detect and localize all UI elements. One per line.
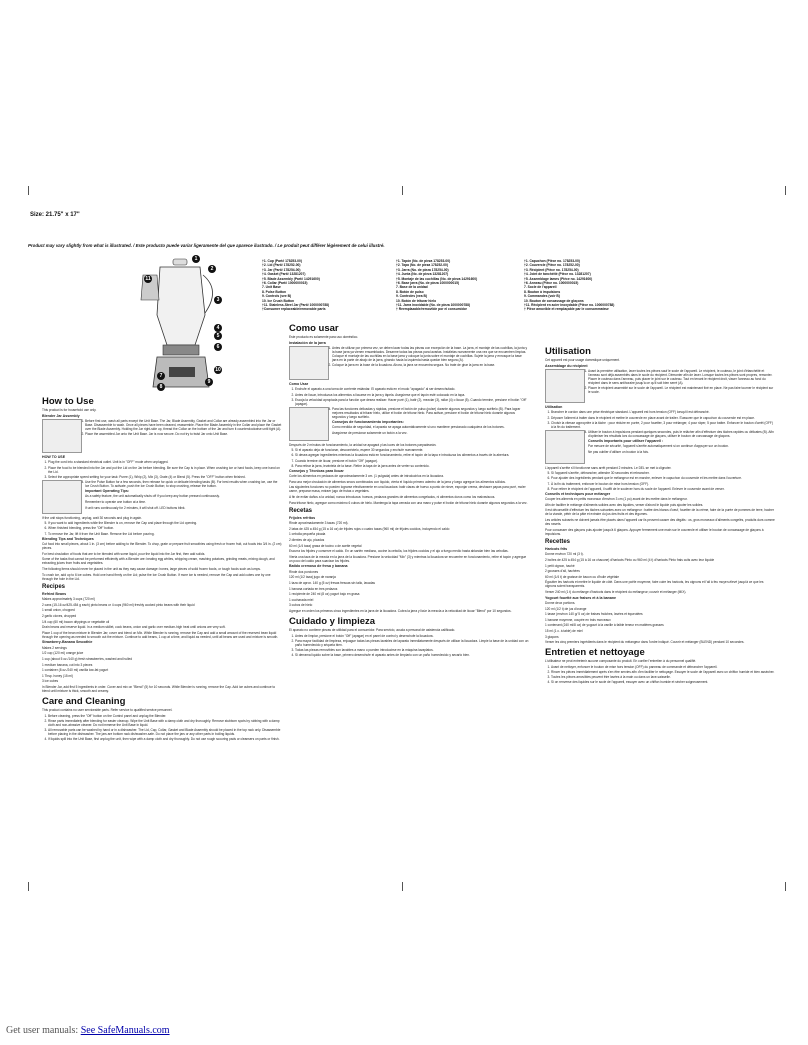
step: 1. Avant de nettoyer, enfoncer le bouton de mise hors tension (OFF) du panneau de commande et débrancher l'appareil. xyxy=(551,665,775,669)
step: 3. Toutes les pièces amovibles peuvent être lavées à la main ou dans un lave-vaisselle. xyxy=(551,675,775,679)
care-heading: Care and Cleaning xyxy=(42,696,126,708)
parts-list-french xyxy=(524,259,614,312)
intro: Este producto es solamente para uso doméstico. xyxy=(289,335,359,339)
part-item: †5. Montaje de las cuchillas (No. de pieza 14291600) xyxy=(396,276,478,281)
step: 3. Todas las piezas removibles son lavables a mano o pueden introducirse en la máquina lavaplatos. xyxy=(295,648,529,652)
safemanuals-link[interactable]: See SafeManuals.com xyxy=(80,1025,170,1036)
recipe-line: 3 glaçons xyxy=(545,634,559,639)
step: 7. To remove the Jar, lift it from the Unit Base. Remove the Lid before pouring. xyxy=(48,532,282,536)
step: 1. Antes de limpiar, presione el botón "Off" (apagar) en el panel de control y desenchufe la licuadora. xyxy=(295,634,529,638)
tip: Some of the tasks that cannot be performed efficiently with a Blender are: beating egg whites, whipping cream, mashing potatoes, grinding meats, mixing dough, and extracting juices from fruits and vegetables. xyxy=(42,557,275,566)
step: 6. When finished blending, press the "Off" button. xyxy=(48,526,282,530)
recipe-line: 120 ml (1/2 t) de jus d'orange xyxy=(545,606,587,611)
recipe-line: 1 recipiente de 240 ml (8 oz) yogurt bajo en grasa xyxy=(289,592,360,597)
recipe-line: 1 banana cortada en tres pedazos xyxy=(289,586,338,591)
part-item: †1. Cup (Part# 178253-00) xyxy=(262,259,302,263)
callout-3: 3 xyxy=(214,296,222,304)
part-item: †2. Lid (Part# 178252-00) xyxy=(262,263,301,268)
intro: This product is for household use only. xyxy=(42,408,97,412)
recipe-line: 1 cup (about 5 oz./140 g) fresh strawberries, washed and hulled xyxy=(42,657,133,662)
step: 2. Place the assembled Jar onto the Unit Base. Jar is now secure. Do not try to twist Jar onto Unit Base. xyxy=(48,432,282,436)
section-heading: Instalación de la jarra xyxy=(289,340,326,345)
callout-7: 7 xyxy=(157,372,165,380)
step: 1. Plug the cord into a standard electrical outlet. Unit is in "OFF" mode when unplugged. xyxy=(48,460,282,464)
recipe-line: 2 garlic cloves, chopped xyxy=(42,614,77,618)
tip: Il est déconseillé d'effectuer les tâches suivantes avec un mélangeur : battre des blancs d'oeuf, fouetter de la crème, faire de la purée de pommes de terre, hacher de la viande, pétrir de la pâte et extraire du jus des fruits et des légumes. xyxy=(545,508,775,517)
step: 8. Para retirar la jarra, levántela de la base. Retire la tapa de la jarra antes de verter su contenido. xyxy=(295,464,529,468)
tip: Remember to operate one button at a time. xyxy=(85,499,146,504)
intro: Cet appareil est pour usage domestique uniquement. xyxy=(545,358,620,362)
part-item: † Pièce amovible et remplaçable par le consommateur xyxy=(524,307,609,312)
tip: Después de 2 minutos de funcionamiento, la unidad se apagará y las luces de los botones parpadearán. xyxy=(289,442,437,447)
recipe-title: Batido cremoso de fresa y banana xyxy=(289,564,348,569)
controls-image xyxy=(289,407,329,441)
recipe-line: Makes 2 servings xyxy=(42,645,67,650)
care-intro: L'utilisateur ne peut entretenir aucune composante du produit. En confier l'entretien à du personnel qualifié. xyxy=(545,659,697,664)
parts-list-spanish xyxy=(396,259,477,312)
step: 4. Si derrama líquido sobre la base, primero desenchufe el aparato antes de limpiarlo con un paño humedecido y secarlo bien. xyxy=(295,653,529,657)
footer-prefix: Get user manuals: xyxy=(6,1025,81,1036)
step: 3. Select the appropriate speed setting for your task: Puree (1), Whip (2), Mix (3), Grate (4) or Blend (5). Press the "OFF" button when finished. xyxy=(48,475,282,479)
product-note: Product may vary slightly from what is illustrated. / Este producto puede variar ligeramente del que aparece ilustrado. / Le produit peut différer légèrement de celui illustré. xyxy=(28,243,385,248)
part-item: †2. Couvercle (Pièce no. 178252-00) xyxy=(524,263,580,268)
recipe-line: 3 ice cubes xyxy=(42,679,59,684)
part-item: 7. Socle de l'appareil xyxy=(524,285,557,290)
jar-assembly-image xyxy=(289,346,329,380)
recipe-title: Haricots frits xyxy=(545,546,568,551)
jar-assembly-image xyxy=(545,369,585,403)
part-item: †2. Tapa (No. de pieza 178252-00) xyxy=(396,263,448,268)
callout-1: 1 xyxy=(192,255,200,263)
step: 5. Si el aparato deja de funcionar, desconéctelo, espere 30 segundos y enchufe nuevamente. xyxy=(295,448,529,452)
recipe-line: Rinde aproximadamente 3 tazas (720 ml). xyxy=(289,521,349,526)
section-heading: Conseils importants pour utiliser l'appareil : xyxy=(588,438,664,443)
step: 2. Placer le récipient assemblé sur le socle de l'appareil. Le récipient est maintenant fixé en place. Ne pas faire tourner le récipient sur le socle. xyxy=(551,386,775,394)
recipe-line: Verser 240 ml (1 t) du mélange d'haricots dans le récipient du mélangeur; couvrir et mélanger (MIX). xyxy=(545,589,687,594)
recipe-line: 2 latas de 425 a 454 g (15 a 16 oz) de frijoles rojos o cuatro tazas (960 ml) de frijoles cocidos, incluyendo el caldo xyxy=(289,526,450,531)
step: 1. Before first use, wash all parts except the Unit Base. The Jar, Blade Assembly, Gasket and Collar are already assembled into the Jar or Base. Disassemble to wash. Once all pieces have been cleaned, reassemble. Place the Blade Assembly in the Collar and place the Gasket over the Blade Assembly. Holding the Jar right-side up, thread the Collar on the bottom of the Jar and turn it counterclockwise until tight (A). xyxy=(48,419,282,431)
tip: As a safety feature, the unit automatically shuts off if you keep any button pressed continuously. xyxy=(85,494,220,499)
part-item: †6. Base jarra (No. de pieza 1000000015) xyxy=(396,281,460,286)
step: 2. Rincer les pièces immédiatement après s'en être servies afin d'en faciliter le nettoyage. Essuyer le socle de l'appareil avec un chiffon humide et bien assécher. xyxy=(551,670,775,674)
part-item: 7. Base de la unidad xyxy=(396,285,428,290)
section-heading: Blending Tips and Techniques xyxy=(42,536,94,541)
recipe-line: Place 1 cup of the bean mixture in Blender Jar; cover and blend on Mix. While Blender is running, remove the Cap and add a small amount of the reserved bean liquid through the opening as needed to smooth out the mixture. Continue to add beans, 1 cup at a time, and liquid as needed, until all beans are used and mixture is smooth. xyxy=(42,630,279,639)
step: 1. Brancher le cordon dans une prise électrique standard. L'appareil est hors tension (OFF) lorsqu'il est débranché. xyxy=(551,410,775,414)
step: 2. Coloque la jarra en la base de la licuadora. Ahora, la jarra se encuentra segura. No trate de girar la jarra en la base. xyxy=(295,363,529,367)
step: 2. Place the food to be blended into the Jar and put the Lid on the Jar before blending. Be sure the Cap is in place. When crushing ice or hard foods, keep one hand on the Lid. xyxy=(48,466,282,474)
registration-mark xyxy=(785,186,795,195)
french-column xyxy=(545,343,775,875)
english-column xyxy=(42,393,282,873)
part-item: †1. Capuchon (Pièce no. 178253-00) xyxy=(524,259,580,263)
part-item: †1. Tapón (No. de pieza 178253-00) xyxy=(396,259,451,263)
recipe-title: Frijoles refritos xyxy=(289,515,316,520)
tip: L'appareil s'arrête s'il fonctionne sans arrêt pendant 2 minutes. Le DEL se met à clignoter. xyxy=(545,465,672,470)
tip: Ne pas oublier d'utiliser un bouton à la fois. xyxy=(588,449,649,454)
recipe-line: Agregue en orden los primeros cinco ingredientes en la jarra de la licuadora. Cubra la jarra y licúe la mezcla a la velocidad de licuar "Blend" por 10 segundos. xyxy=(289,608,512,613)
section-heading: Consejos y Técnicas para licuar xyxy=(289,468,344,473)
part-item: 8. Bouton à impulsions xyxy=(524,289,561,294)
care-intro: El aparato no contiene piezas de utilidad para el consumidor. Para servicio, acuda a personal de asistencia calificado. xyxy=(289,628,456,633)
recipe-line: 2 boîtes de 425 à 454 g (15 à 16 oz chacune) d'haricots Pinto ou 960 ml (4 t) d'haricots Pinto frais cuits avec leur liquide xyxy=(545,557,715,562)
part-item: †11. Jarra inoxidable (No. de pieza 1000000788) xyxy=(396,303,471,308)
french-title: Utilisation xyxy=(545,346,591,357)
section-heading: HOW TO USE xyxy=(42,455,66,459)
step: 4. Para las funciones delicadas y rápidas, presione el botón de pulso (pulse) durante algunos segundos y luego suéltelo (B). Para lograr mejores resultados al triturar hielo, utilice el botón de triturar hielo. Para activar, presione el botón de triturar hielo durante algunos segundos y luego suéltelo. xyxy=(295,407,529,419)
registration-mark xyxy=(28,186,38,195)
step: 2. Déposer l'aliment à traiter dans le récipient et mettre le couvercle en place avant de traiter. S'assurer que le capuchon du couvercle est en place. xyxy=(551,416,775,420)
callout-11: 11 xyxy=(145,276,151,282)
step: 2. Para mayor facilidad de limpieza, enjuague todas las piezas lavables del aparato inmediatamente después de utilizar la licuadora. Limpie la base de la unidad con un paño humedecido y séquela bien. xyxy=(295,639,529,647)
tip: Par mesure de sécurité, l'appareil s'arrête automatiquement si on continue d'appuyer sur un bouton. xyxy=(588,444,729,449)
section-heading: Consejos de funcionamiento importantes: xyxy=(332,420,404,425)
controls-image xyxy=(42,480,82,514)
tip: Asegúrese de presionar solamente un botón a la vez. xyxy=(332,431,408,436)
part-item: 10. Ice Crush Button xyxy=(262,298,295,303)
part-item: †5. Blade Assembly (Part# 14291600) xyxy=(262,276,320,281)
recipe-line: Vierta una taza de la mezcla en la jarra de la licuadora. Presione la velocidad "Mix" (3) y mientras la licuadora se encuentre en funcionamiento, retire el tapón y agregue un poco del caldo para suavizar los frijoles. xyxy=(289,554,527,563)
recipe-line: 2 cans (15-16 oz/425-454 g each) pinto beans or 4 cups (960 ml) freshly cooked pinto beans with their liquid xyxy=(42,602,195,607)
part-item: †5. Assemblage lames (Pièce no. 14291600) xyxy=(524,276,593,281)
tip: Cut food into small pieces, about 1 in. (3 cm) before adding to the Blender. To chop, grate or prepare fruit smoothies using fresh or frozen fruit, cut foods into 3/4 in. (2 cm) pieces. xyxy=(42,542,282,551)
callout-5: 5 xyxy=(214,332,222,340)
recipe-line: Drain beans and reserve liquid. In a medium skillet, cook beans, onion and garlic over medium-high heat until onions are very soft. xyxy=(42,625,226,630)
recipe-line: 60 ml (1/4 t) de graisse de bacon ou d'huile végétale xyxy=(545,574,619,579)
care-intro: This product contains no user serviceable parts. Refer service to qualified service personnel. xyxy=(42,708,173,713)
step: 4. Use the Pulse Button for a few seconds, then release for quick or delicate blending tasks (B). For best results when crushing ice, use the Ice Crush Button. To activate, push the Ice Crush Button; to stop crushing, release the button. xyxy=(48,480,282,488)
part-item: †3. Jar (Part# 178254-00) xyxy=(262,267,301,272)
step: 1. Enchufe el aparato a una toma de corriente estándar. El aparato está en el modo "apagado" al ser desenchufado. xyxy=(295,387,529,391)
spanish-column xyxy=(289,320,529,875)
step: 4. Si on renverse des liquides sur le socle de l'appareil, essuyer avec un chiffon humide et sécher soigneusement. xyxy=(551,680,775,684)
callout-2: 2 xyxy=(208,265,216,273)
tip: For best circulation of foods that are to be blended with some liquid, pour the liquid into the Jar first, then add solids. xyxy=(42,551,206,556)
part-item: 8. Botón de pulso xyxy=(396,289,424,294)
spanish-title: Como usar xyxy=(289,323,339,334)
parts-list-english xyxy=(262,259,329,312)
registration-mark xyxy=(28,882,38,891)
recipe-line: 1 contenant (240 ml/8 oz) de yogourt à la vanille à faible teneur en matières grasses xyxy=(545,623,664,628)
step: 1. Avant la première utilisation, laver toutes les pièces sauf le socle de l'appareil. Le récipient, le couteau, le joint d'étanchéité et l'anneau sont déjà assemblés dans le socle du récipient. Démonter afin de laver. Lorsque toutes les pièces sont propres, remonter. Placer le couteau dans l'anneau, puis placer le joint sur le couteau. Tout en tenant le récipient droit, visser l'anneau au fond du récipient dans le sens antihoraire jusqu'à ce qu'il soit bien serré (A). xyxy=(551,369,775,385)
step: 3. Choisir la vitesse appropriée à la tâche : pour réduire en purée, 2 pour fouetter, 3 pour mélanger, 4 pour râper, 5 pour battre. Enfoncer le bouton d'arrêt (OFF) à la fin du traitement. xyxy=(551,421,775,429)
callout-4: 4 xyxy=(214,324,222,332)
part-item: 8. Pulse Button xyxy=(262,289,286,294)
callout-10: 10 xyxy=(215,367,221,373)
footer xyxy=(6,1025,170,1036)
recipe-line: Donne deux portions. xyxy=(545,600,576,605)
recipe-line: 1 banane moyenne, coupée en trois morceaux xyxy=(545,617,611,622)
step: 2. Antes de licuar, introduzca los alimentos a licuarse en la jarra y tápela. Asegúrese que el tapón esté colocado en la tapa. xyxy=(295,393,529,397)
tip: A fin de evitar daños a la unidad, nunca introduzca: huesos, pedazos grandes de alimentos congelados, ni alimentos duros como los malvaviscos. xyxy=(289,495,496,500)
step: 7. Cuando termine de licuar, presione el botón "Off" (apagar). xyxy=(295,459,529,463)
part-item: 9. Controles (vea B) xyxy=(396,294,427,299)
part-item: †6. Collar (Part# 1000000015) xyxy=(262,281,308,286)
recipe-line: 1 medium banana, cut into 3 pieces xyxy=(42,662,93,667)
part-item: †4. Joint de tanchéité (Pièce no. 13281207) xyxy=(524,272,591,277)
tip: If the unit stops functioning, unplug, wait 30 seconds and plug in again. xyxy=(42,515,142,520)
part-item: 7. Unit Base xyxy=(262,285,281,290)
section-heading: Como Usar xyxy=(289,382,309,386)
tip: Para una mejor circulación de alimentos secos combinados con líquido, vierta el líquido primero adentro de la jarra y luego agregue los alimentos sólidos. xyxy=(289,479,506,484)
registration-mark xyxy=(785,882,795,891)
step: 5. If you want to add ingredients while the Blender is on, remove the Cap and place through the Lid opening. xyxy=(48,521,282,525)
part-item: †3. Jarra (No. de pieza 178254-00) xyxy=(396,267,449,272)
part-item: †4. Gasket (Part# 13281207) xyxy=(262,272,306,277)
recipe-line: In Blender Jar, add first 5 ingredients in order. Cover and mix on "Blend" (5) for 10 seconds. While Blender is running, remove the Cap. Add ice cubes and continue to blend until mixture is thick, smooth and creamy. xyxy=(42,685,276,694)
recipe-title: Refried Beans xyxy=(42,591,67,596)
step: 2. Rinse parts immediately after blending for easier cleanup. Wipe the Unit Base with a damp cloth and dry thoroughly. Remove stubborn spots by rubbing with a damp cloth and non-abrasive cleaner. Do not immerse the Unit Base in liquid. xyxy=(48,719,282,727)
step: 1. Antes de utilizar por primera vez, se deben lavar todas las piezas con excepción de la base. La jarra, el montaje de las cuchillas, la junta y la base jarra ya vienen ensamblados. Desarme todas las piezas para lavarlas. Instálelas nuevamente una vez que se encuentren limpias. Coloque el montaje de las cuchillas en la base jarra y coloque la junta sobre el montaje de cuchillas. Sujete la jarra y enrosque la base jarra en la parte de abajo de la jarra, girando hacia la izquierda hasta quedar bien segura (A). xyxy=(295,346,529,362)
tip: Corte los alimentos en pedazos de aproximadamente 3 cm. (1 pulgada) antes de introducirlos en la licuadora. xyxy=(289,474,444,479)
tip: Pour concasser des glaçons puis ajouter jusqu'à 6 glaçons. Appuyer fermement une main sur le couvercle et utiliser le bouton de concassage de glaçons à impulsions. xyxy=(545,527,764,536)
part-item: 10. Botón de triturar hielo xyxy=(396,298,437,303)
recipe-title: Yogourt fouetté aux fraises et à la banane xyxy=(545,595,617,600)
part-item: †4. Junta (No. de pieza 13281207) xyxy=(396,272,449,277)
tip: Afin de faciliter le mélange d'aliments solides avec des liquides, verser d'abord le liquide puis ajouter les solides. xyxy=(545,502,704,507)
step: 3. All removable parts can be washed by hand or in a dishwasher. The Lid, Cap, Collar, Gasket and Blade Assembly should be placed in the top rack only. Disassemble before placing in the dishwasher. The jars are bottom rack dishwasher-safe. Do not place the jars or any other parts in boiling liquids. xyxy=(48,728,282,736)
recipe-line: 1 Tbsp. honey (15 ml) xyxy=(42,673,73,678)
step: 6. Si desea agregar ingredientes mientras la licuadora está en funcionamiento, retire el tapón de la tapa e introduzca los alimentos a través de la abertura. xyxy=(295,453,529,457)
recipe-line: 1 container (8 oz./240 ml) vanilla low-fat yogurt xyxy=(42,668,109,673)
tip: Para triturar hielo, agregue como máximo 6 cubos de hielo. Mantenga la tapa cerrada con una mano y pulse el botón de triturar hielo durante algunos segundos a la vez. xyxy=(289,500,528,505)
step: 8. Pour retirer le récipient de l'appareil, il suffit de le soulever hors du socle de l'appareil. Enlever le couvercle avant de verser. xyxy=(551,487,775,491)
english-title: How to Use xyxy=(42,396,94,407)
recipe-line: Makes approximately 3 cups (720 ml) xyxy=(42,597,95,602)
step: 3. Escoja la velocidad apropiada para la función que desea realizar: Hacer puré (1), batir (2), mezclar (3), rallar (4) o licuar (5). Cuando termine, presione el botón "Off" (apagar). xyxy=(295,398,529,406)
recipe-line: Escurra los frijoles y conserve el caldo. En un sartén mediano, cocine la cebolla, los frijoles cocidos y el ajo a fuego medio hasta ablandar bien las cebollas. xyxy=(289,549,509,554)
recipe-line: 2 gousses d'ail, hachées xyxy=(545,569,580,574)
recipe-line: 1 small onion, chopped xyxy=(42,608,75,613)
tip: To crush ice, add up to 6 ice cubes. Hold one hand firmly on the Lid; pulse the Ice Crush Button. If more ice is needed, remove the Cap and add cubes one by one through the hole in the Lid. xyxy=(42,572,271,581)
tip: Les articles suivants ne doivent jamais être placés dans l'appareil car ils peuvent causer des dégâts : os, gros morceaux d'aliments congelés, produits durs comme des navets. xyxy=(545,518,775,527)
recipe-line: 1 cucharada miel xyxy=(289,597,314,602)
section-heading: Assemblage du récipient xyxy=(545,363,588,368)
part-item: †6. Anneau (Pièce no. 1000000015) xyxy=(524,281,579,286)
jar-assembly-image xyxy=(42,419,82,453)
part-item: †11. Récipient en acier inoxydable (Pièce no. 1000000788) xyxy=(524,303,615,308)
recipe-line: 1 tasse (environ 140 g/ 5 oz) de fraises fraîches, lavées et équeutées xyxy=(545,612,643,617)
recipe-title: Strawberry-Banana Smoothie xyxy=(42,640,93,645)
recipes-heading: Recipes xyxy=(42,583,66,590)
recipe-line: 1 cebolla pequeña picada xyxy=(289,532,326,537)
recipe-line: 15 ml (1 c. à table) de miel xyxy=(545,628,583,633)
care-heading: Cuidado y limpieza xyxy=(289,616,376,628)
part-item: †Consumer replaceable/removable parts xyxy=(262,307,326,312)
part-item: 9. Controls (see B) xyxy=(262,294,292,299)
recipe-line: 120 ml (1/2 taza) jugo de naranja xyxy=(289,575,336,580)
tip: Como medida de seguridad, el aparato se apaga automáticamente si uno mantiene presionado cualquiera de los botones. xyxy=(332,425,505,430)
section-heading: Blender Jar Assembly xyxy=(42,413,80,418)
recipe-line: 3 cubos de hielo xyxy=(289,603,313,608)
part-item: †11. Stainless-Steel Jar (Part# 1000000788) xyxy=(262,303,330,308)
section-heading: Utilisation xyxy=(545,405,563,409)
step: 5. Si l'appareil s'arrête, débrancher, attendre 30 secondes et rebrancher. xyxy=(551,471,775,475)
recipe-line: 1 taza de aprox. 140 g (5 oz) fresas frescas sin tallo, lavadas xyxy=(289,580,375,585)
step: 1. Before cleaning, press the "Off" button on the Control panel and unplug the Blender. xyxy=(48,714,282,718)
care-heading: Entretien et nettoyage xyxy=(545,647,645,659)
recipe-line: Verser les cinq premiers ingrédients dans le récipient du mélangeur dans l'ordre indiqué. Couvrir et mélanger (BLEND) pendant 10 secondes. xyxy=(545,640,745,645)
recipe-line: Rinde dos porciones xyxy=(289,569,319,574)
part-item: 10. Bouton de concassage de glaçons xyxy=(524,298,584,303)
tip: If unit runs continuously for 2 minutes, it will shut off. LED buttons blink. xyxy=(85,505,186,510)
recipe-line: Égoutter les haricots et mettre le liquide de côté. Dans une poêle moyenne, faire cuire les haricots, les oignons et l'ail à feu moyen-élevé jusqu'à ce que les oignons soient transparents. xyxy=(545,580,764,589)
recipe-line: 60 ml (1/4 taza) grasa de tocino o de aceite vegetal xyxy=(289,543,362,548)
section-heading: Conseils et techniques pour mélanger xyxy=(545,491,611,496)
recipes-heading: Recetas xyxy=(289,507,313,514)
callout-9: 9 xyxy=(205,378,213,386)
tip: Las siguientes funciones no pueden lograrse efectivamente en una licuadora: batir claras de huevo a punto de nieve, esponjar crema, deshacer papas para puré, moler carne, preparar masa, extraer jugo de frutas o vegetales. xyxy=(289,485,526,494)
registration-mark xyxy=(402,882,412,891)
part-item: 9. Commandes (voir B) xyxy=(524,294,560,299)
step: 4. Utiliser le bouton à impulsions pendant quelques secondes, puis le relâcher afin d'effectuer des tâches rapides ou délicates (B). Afin d'optimiser les résultats lors du concassage de glaçons, utiliser le bouton de concassage de glaçons. xyxy=(551,430,775,438)
recipes-heading: Recettes xyxy=(545,538,571,545)
part-item: †3. Récipient (Pièce no. 178254-00) xyxy=(524,267,579,272)
callout-6: 6 xyxy=(214,343,222,351)
step: 7. À la fin du traitement, enfoncer le bouton de mise hors tension (OFF). xyxy=(551,482,775,486)
recipe-line: 1/2 cup (120 ml) orange juice xyxy=(42,651,84,656)
registration-mark xyxy=(402,186,412,195)
callout-8: 8 xyxy=(157,383,165,391)
tip: Couper les aliments en petits morceaux d'environ 3 cm (1 po) avant de les mettre dans le mélangeur. xyxy=(545,497,688,502)
recipe-line: 1 petit oignon, haché xyxy=(545,563,575,568)
sheet-size: Size: 21.75" x 17" xyxy=(30,212,80,218)
controls-image xyxy=(545,430,585,464)
tip: The following items should never be placed in the unit as they may cause damage: bones, large pieces of solid frozen foods, or tough foods such as lumps. xyxy=(42,567,261,572)
recipe-line: 1/4 cup (60 ml) bacon drippings or vegetable oil xyxy=(42,619,110,624)
step: 6. Pour ajouter des ingrédients pendant que le mélangeur est en marche, enlever le capuchon du couvercle et les mettre dans l'ouverture. xyxy=(551,476,775,480)
part-item: † Reemplazable/removible por el consumidor xyxy=(396,307,467,312)
recipe-line: 2 dientes de ajo, picados xyxy=(289,537,325,542)
recipe-line: Donne environ 720 ml (3 t). xyxy=(545,552,584,557)
section-heading: Important Operating Tips: xyxy=(85,488,130,493)
step: 4. If liquids spill into the Unit Base, first unplug the unit, then wipe with a damp cloth and dry thoroughly. Do not use rough scouring pads or cleansers on parts or finish. xyxy=(48,737,282,741)
